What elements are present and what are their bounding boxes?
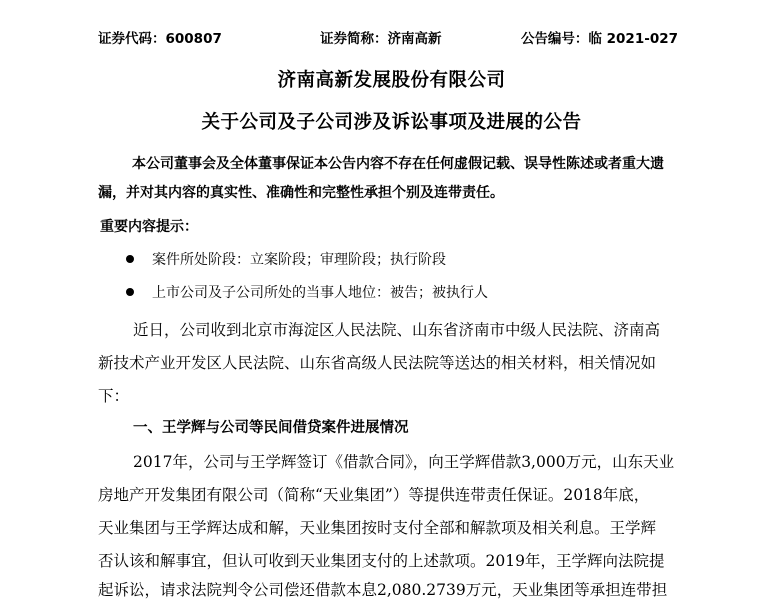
section-1-line: 否认该和解事宜，但认可收到天业集团支付的上述款项。2019年，王学辉向法院提 — [98, 552, 665, 570]
board-statement-line-2: 漏，并对其内容的真实性、准确性和完整性承担个别及连带责任。 — [98, 185, 504, 201]
section-1-line: 2017年，公司与王学辉签订《借款合同》，向王学辉借款3,000万元，山东天业 — [133, 453, 675, 471]
intro-line: 新技术产业开发区人民法院、山东省高级人民法院等送达的相关材料，相关情况如 — [98, 354, 657, 372]
intro-line: 下： — [98, 387, 130, 405]
section-1-line: 起诉讼，请求法院判令公司偿还借款本息2,080.2739万元，天业集团等承担连带担 — [98, 581, 668, 599]
tip-item-text: 上市公司及子公司所处的当事人地位：被告；被执行人 — [152, 285, 488, 301]
tip-item-party-status — [126, 282, 488, 302]
section-1-heading: 一、王学辉与公司等民间借贷案件进展情况 — [133, 420, 409, 436]
tip-item-case-stage — [126, 249, 446, 269]
stock-abbreviation: 证券简称：济南高新 — [320, 31, 442, 47]
intro-line: 近日，公司收到北京市海淀区人民法院、山东省济南市中级人民法院、济南高 — [133, 321, 661, 339]
bullet-icon — [126, 288, 134, 296]
announcement-number: 公告编号：临 2021-027 — [520, 31, 678, 47]
tip-item-text: 案件所处阶段：立案阶段；审理阶段；执行阶段 — [152, 252, 446, 268]
section-1-line: 天业集团与王学辉达成和解，天业集团按时支付全部和解款项及相关利息。王学辉 — [98, 519, 657, 537]
document-header — [98, 27, 678, 47]
section-1-line: 房地产开发集团有限公司（简称“天业集团”）等提供连带责任保证。2018年底， — [98, 486, 650, 504]
bullet-icon — [126, 255, 134, 263]
stock-code: 证券代码：600807 — [98, 31, 222, 47]
announcement-title: 关于公司及子公司涉及诉讼事项及进展的公告 — [201, 112, 582, 133]
company-title: 济南高新发展股份有限公司 — [277, 70, 506, 91]
board-statement-line-1: 本公司董事会及全体董事保证本公告内容不存在任何虚假记载、误导性陈述或者重大遗 — [132, 156, 664, 172]
important-tips-heading: 重要内容提示： — [100, 219, 198, 235]
